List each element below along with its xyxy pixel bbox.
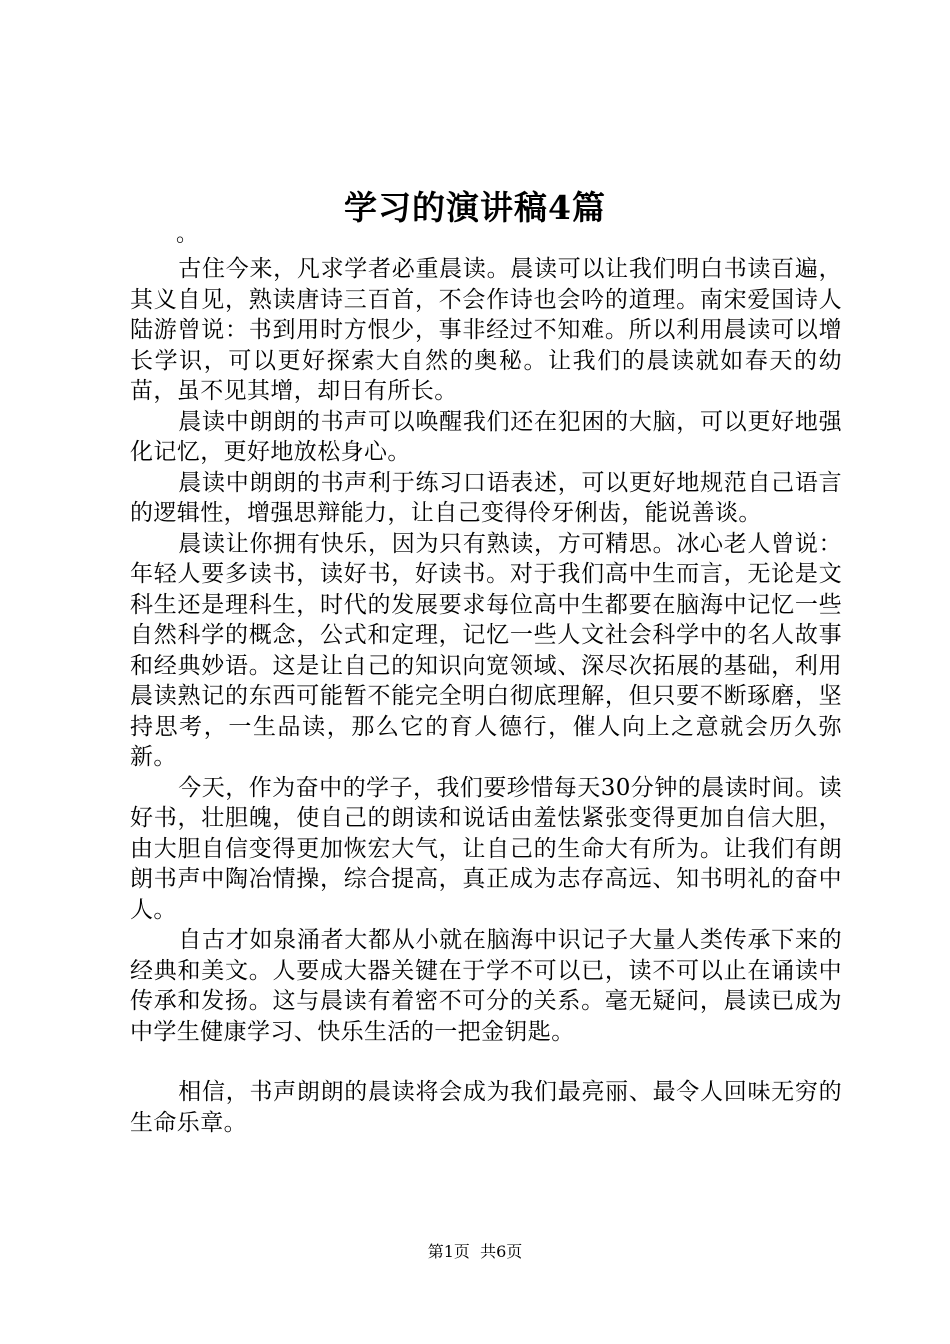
page-footer: 第1页 共6页	[427, 1242, 523, 1261]
document-body	[130, 254, 842, 1138]
paragraph-morning-reading-tradition: 古住今来，凡求学者必重晨读。晨读可以让我们明白书读百遍，其义自见，熟读唐诗三百首，不会作诗也会吟的道理。南宋爱国诗人陆游曾说：书到用时方恨少，事非经过不知难。所以利用晨读可以增长学识，可以更好探索大自然的奥秘。让我们的晨读就如春天的幼苗，虽不见其增，却日有所长。	[130, 256, 842, 404]
paragraph-cherish-time: 今天，作为奋中的学子，我们要珍惜每天30分钟的晨读时间。读好书，壮胆魄，使自己的朗读和说话由羞怯紧张变得更加自信大胆，由大胆自信变得更加恢宏大气，让自己的生命大有所为。让我们有朗朗书声中陶冶情操，综合提高，真正成为志存高远、知书明礼的奋中人。	[130, 774, 842, 923]
leading-mark: 。	[176, 222, 199, 247]
paragraph-wake-brain: 晨读中朗朗的书声可以唤醒我们还在犯困的大脑，可以更好地强化记忆，更好地放松身心。	[130, 408, 842, 465]
paragraph-conclusion: 相信，书声朗朗的晨读将会成为我们最亮丽、最令人回味无穷的生命乐章。	[130, 1079, 842, 1136]
paragraph-joy-of-reading: 晨读让你拥有快乐，因为只有熟读，方可精思。冰心老人曾说：年轻人要多读书，读好书，好读书。对于我们高中生而言，无论是文科生还是理科生，时代的发展要求每位高中生都要在脑海中记忆一些自然科学的概念，公式和定理，记忆一些人文社会科学中的名人故事和经典妙语。这是让自己的知识向宽领域、深尽次拓展的基础，利用晨读熟记的东西可能暂不能完全明白彻底理解，但只要不断琢磨，坚持思考，一生品读，那么它的育人德行，催人向上之意就会历久弥新。	[130, 530, 842, 770]
paragraph-classics: 自古才如泉涌者大都从小就在脑海中识记子大量人类传承下来的经典和美文。人要成大器关键在于学不可以已，读不可以止在诵读中传承和发扬。这与晨读有着密不可分的关系。毫无疑问，晨读已成为中学生健康学习、快乐生活的一把金钥匙。	[130, 927, 842, 1045]
document-title: 学习的演讲稿4篇	[344, 188, 606, 227]
paragraph-oral-expression: 晨读中朗朗的书声利于练习口语表述，可以更好地规范自己语言的逻辑性，增强思辩能力，让自己变得伶牙俐齿，能说善谈。	[130, 469, 842, 526]
